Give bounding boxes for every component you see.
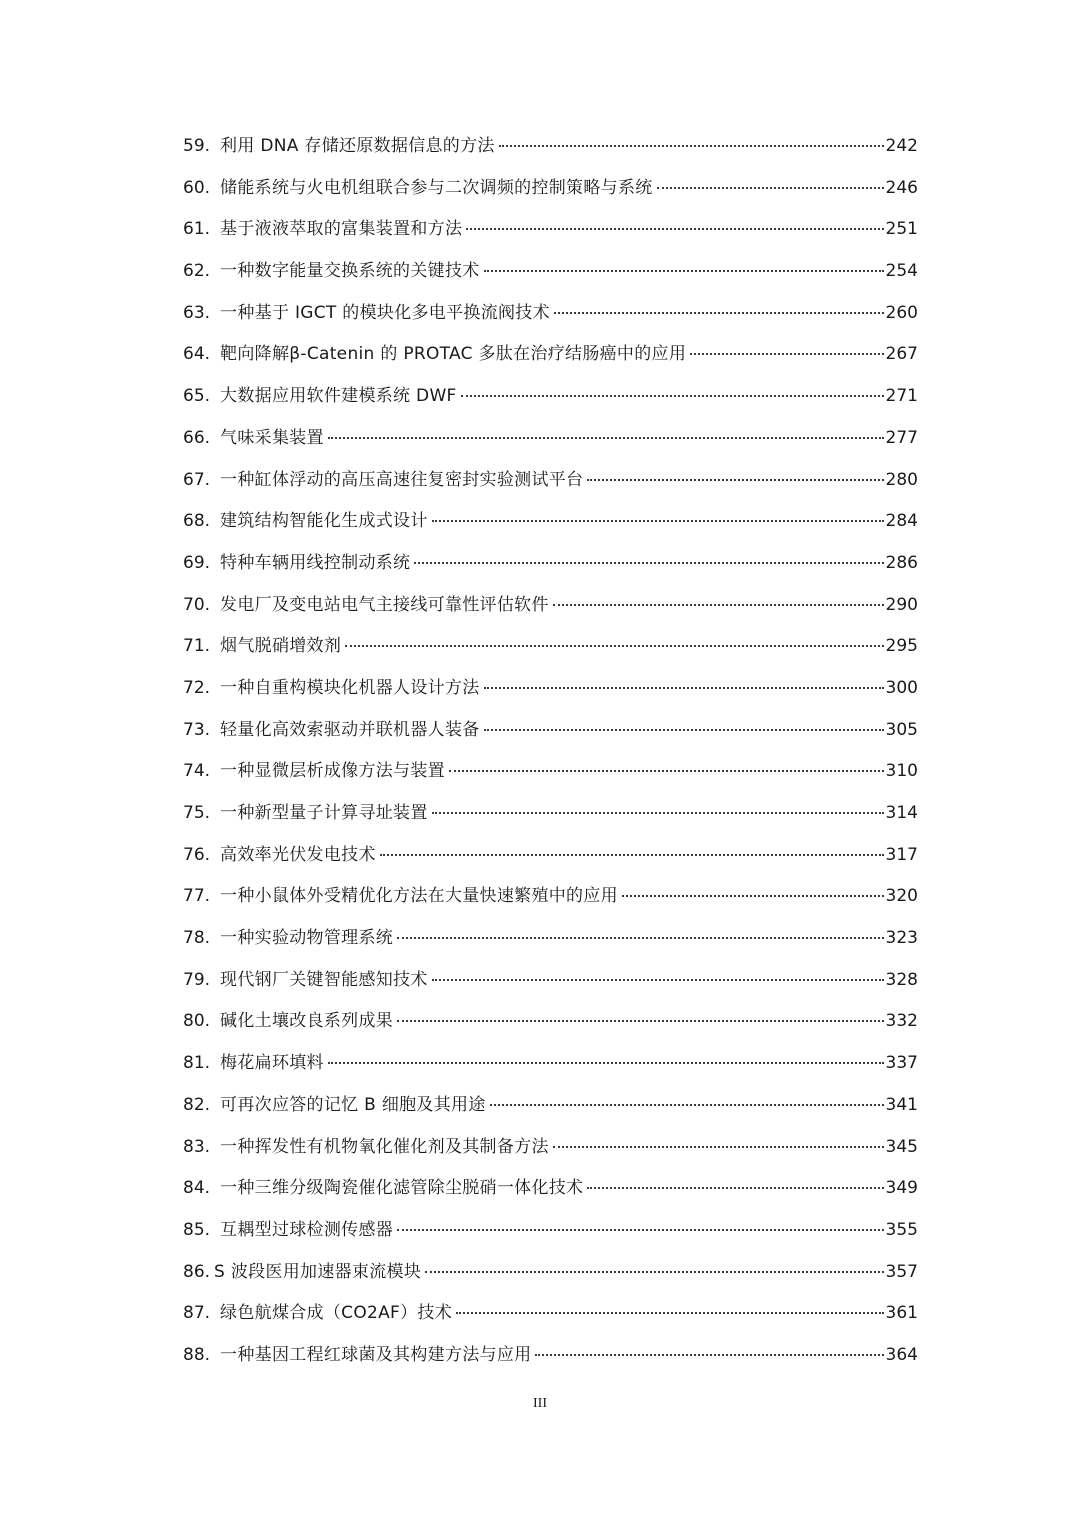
toc-entry-title: 一种实验动物管理系统 [220, 928, 394, 949]
toc-entry[interactable] [183, 960, 918, 1002]
page-number: III [533, 1396, 547, 1411]
toc-entry[interactable] [183, 126, 918, 168]
toc-entry-number: 79. [183, 969, 211, 990]
dot-leader [432, 520, 884, 522]
dot-leader [397, 1020, 884, 1022]
toc-entry-title: 高效率光伏发电技术 [220, 844, 376, 865]
dot-leader [397, 937, 884, 939]
toc-entry[interactable] [183, 1335, 918, 1377]
toc-entry[interactable] [183, 710, 918, 752]
toc-entry[interactable] [183, 793, 918, 835]
toc-entry[interactable] [183, 751, 918, 793]
toc-entry-number: 78. [183, 928, 211, 949]
toc-entry-page: 341 [885, 1094, 918, 1115]
toc-entry-page: 286 [885, 552, 918, 573]
toc-entry-title: 一种新型量子计算寻址装置 [220, 803, 428, 823]
dot-leader [425, 1271, 883, 1273]
dot-leader [456, 1312, 884, 1314]
toc-entry-page: 349 [885, 1178, 918, 1199]
dot-leader [432, 812, 884, 814]
toc-entry-page: 280 [885, 469, 918, 490]
toc-entry-number: 77. [183, 886, 211, 907]
toc-entry[interactable] [183, 209, 918, 251]
toc-entry[interactable] [183, 501, 918, 543]
toc-entry[interactable] [183, 1168, 918, 1210]
toc-entry-number: 62. [183, 261, 211, 282]
toc-entry[interactable] [183, 293, 918, 335]
toc-entry[interactable] [183, 1252, 918, 1294]
toc-entry-page: 317 [885, 844, 918, 865]
toc-entry-title: 互耦型过球检测传感器 [220, 1219, 394, 1240]
toc-entry-title: 轻量化高效索驱动并联机器人装备 [220, 719, 480, 740]
toc-entry-title: 烟气脱硝增效剂 [220, 636, 342, 657]
toc-entry-title: S 波段医用加速器束流模块 [214, 1261, 422, 1282]
toc-entry-title: 绿色航煤合成（CO2AF）技术 [220, 1303, 453, 1324]
toc-entry-page: 328 [885, 969, 918, 990]
toc-entry-number: 83. [183, 1136, 211, 1157]
toc-entry-number: 60. [183, 177, 211, 198]
toc-entry-number: 72. [183, 677, 211, 698]
toc-entry[interactable] [183, 835, 918, 877]
toc-entry[interactable] [183, 585, 918, 627]
toc-entry-page: 242 [885, 136, 918, 156]
toc-entry[interactable] [183, 626, 918, 668]
toc-entry-number: 88. [183, 1344, 211, 1365]
dot-leader [535, 1354, 883, 1356]
toc-entry[interactable] [183, 251, 918, 293]
toc-entry-title: 气味采集装置 [220, 427, 324, 448]
toc-entry[interactable] [183, 543, 918, 585]
toc-entry-number: 87. [183, 1303, 211, 1324]
table-of-contents [183, 126, 918, 1377]
toc-entry-number: 76. [183, 844, 211, 865]
toc-entry-page: 310 [885, 761, 918, 782]
toc-entry-page: 295 [885, 636, 918, 657]
toc-entry-page: 364 [885, 1344, 918, 1365]
dot-leader [414, 562, 883, 564]
dot-leader [328, 437, 884, 439]
toc-entry-title: 一种基因工程红球菌及其构建方法与应用 [220, 1344, 532, 1365]
toc-entry[interactable] [183, 334, 918, 376]
toc-entry-page: 284 [885, 511, 918, 532]
toc-entry-page: 267 [885, 344, 918, 365]
toc-entry-page: 260 [885, 302, 918, 323]
toc-entry-title: 特种车辆用线控制动系统 [220, 552, 411, 573]
toc-entry-page: 355 [885, 1219, 918, 1240]
dot-leader [380, 854, 884, 856]
toc-entry-page: 305 [885, 719, 918, 740]
dot-leader [466, 228, 883, 230]
toc-entry[interactable] [183, 918, 918, 960]
toc-entry-title: 碱化土壤改良系列成果 [220, 1011, 394, 1032]
dot-leader [449, 770, 884, 772]
dot-leader [553, 1146, 884, 1148]
toc-entry-page: 300 [885, 677, 918, 698]
dot-leader [461, 395, 884, 397]
dot-leader [432, 979, 884, 981]
toc-entry[interactable] [183, 1210, 918, 1252]
toc-entry-page: 323 [885, 928, 918, 949]
toc-entry[interactable] [183, 668, 918, 710]
toc-entry-number: 66. [183, 427, 211, 448]
toc-entry[interactable] [183, 460, 918, 502]
toc-entry-page: 254 [885, 261, 918, 282]
toc-entry-title: 一种三维分级陶瓷催化滤管除尘脱硝一体化技术 [220, 1178, 584, 1199]
dot-leader [587, 479, 883, 481]
dot-leader [490, 1104, 884, 1106]
toc-entry-title: 利用 DNA 存储还原数据信息的方法 [220, 136, 495, 156]
toc-entry-title: 可再次应答的记忆 B 细胞及其用途 [220, 1094, 486, 1115]
toc-entry-page: 314 [885, 803, 918, 823]
dot-leader [328, 1062, 884, 1064]
toc-entry-page: 251 [885, 219, 918, 240]
dot-leader [690, 353, 883, 355]
toc-entry-page: 271 [885, 386, 918, 407]
toc-entry[interactable] [183, 1043, 918, 1085]
toc-entry-number: 86. [183, 1261, 211, 1282]
dot-leader [622, 895, 884, 897]
toc-entry-number: 80. [183, 1011, 211, 1032]
toc-entry-title: 现代钢厂关键智能感知技术 [220, 969, 428, 990]
toc-entry-number: 68. [183, 511, 211, 532]
toc-entry-title: 发电厂及变电站电气主接线可靠性评估软件 [220, 594, 549, 615]
toc-entry[interactable] [183, 376, 918, 418]
toc-entry[interactable] [183, 1127, 918, 1169]
toc-entry-page: 277 [885, 427, 918, 448]
toc-entry-number: 64. [183, 344, 211, 365]
toc-entry-number: 67. [183, 469, 211, 490]
toc-entry-title: 一种缸体浮动的高压高速往复密封实验测试平台 [220, 469, 584, 490]
toc-entry-title: 建筑结构智能化生成式设计 [220, 511, 428, 532]
toc-entry-number: 63. [183, 302, 211, 323]
toc-entry-number: 59. [183, 136, 211, 156]
toc-entry[interactable] [183, 418, 918, 460]
toc-entry-title: 一种数字能量交换系统的关键技术 [220, 261, 480, 282]
dot-leader [484, 270, 884, 272]
dot-leader [657, 187, 884, 189]
toc-entry-title: 一种小鼠体外受精优化方法在大量快速繁殖中的应用 [220, 886, 618, 907]
toc-entry-number: 70. [183, 594, 211, 615]
dot-leader [499, 145, 884, 147]
toc-entry-title: 梅花扁环填料 [220, 1053, 324, 1074]
toc-entry-number: 69. [183, 552, 211, 573]
toc-entry-number: 71. [183, 636, 211, 657]
toc-entry-title: 一种自重构模块化机器人设计方法 [220, 677, 480, 698]
toc-entry[interactable] [183, 168, 918, 210]
toc-entry-number: 73. [183, 719, 211, 740]
toc-entry-page: 290 [885, 594, 918, 615]
dot-leader [484, 729, 884, 731]
toc-entry-number: 75. [183, 803, 211, 823]
dot-leader [554, 312, 884, 314]
toc-entry-title: 一种显微层析成像方法与装置 [220, 761, 445, 782]
dot-leader [587, 1187, 883, 1189]
toc-entry-number: 65. [183, 386, 211, 407]
dot-leader [345, 645, 883, 647]
dot-leader [397, 1229, 884, 1231]
toc-entry-number: 84. [183, 1178, 211, 1199]
toc-entry-page: 345 [885, 1136, 918, 1157]
toc-entry-number: 85. [183, 1219, 211, 1240]
toc-entry[interactable] [183, 1001, 918, 1043]
toc-entry-title: 基于液液萃取的富集装置和方法 [220, 219, 463, 240]
toc-entry-number: 74. [183, 761, 211, 782]
toc-entry-page: 246 [885, 177, 918, 198]
toc-entry-number: 82. [183, 1094, 211, 1115]
toc-entry-title: 一种挥发性有机物氧化催化剂及其制备方法 [220, 1136, 549, 1157]
toc-entry-page: 320 [885, 886, 918, 907]
dot-leader [553, 604, 884, 606]
toc-entry[interactable] [183, 876, 918, 918]
toc-entry-title: 储能系统与火电机组联合参与二次调频的控制策略与系统 [220, 177, 653, 198]
toc-entry-page: 361 [885, 1303, 918, 1324]
toc-entry-number: 81. [183, 1053, 211, 1074]
dot-leader [484, 687, 884, 689]
toc-entry[interactable] [183, 1293, 918, 1335]
toc-entry-title: 大数据应用软件建模系统 DWF [220, 386, 457, 407]
toc-entry-title: 靶向降解β-Catenin 的 PROTAC 多肽在治疗结肠癌中的应用 [220, 344, 687, 365]
toc-entry-number: 61. [183, 219, 211, 240]
toc-entry[interactable] [183, 1085, 918, 1127]
toc-entry-page: 337 [885, 1053, 918, 1074]
toc-entry-page: 357 [885, 1261, 918, 1282]
toc-entry-page: 332 [885, 1011, 918, 1032]
toc-entry-title: 一种基于 IGCT 的模块化多电平换流阀技术 [220, 302, 550, 323]
